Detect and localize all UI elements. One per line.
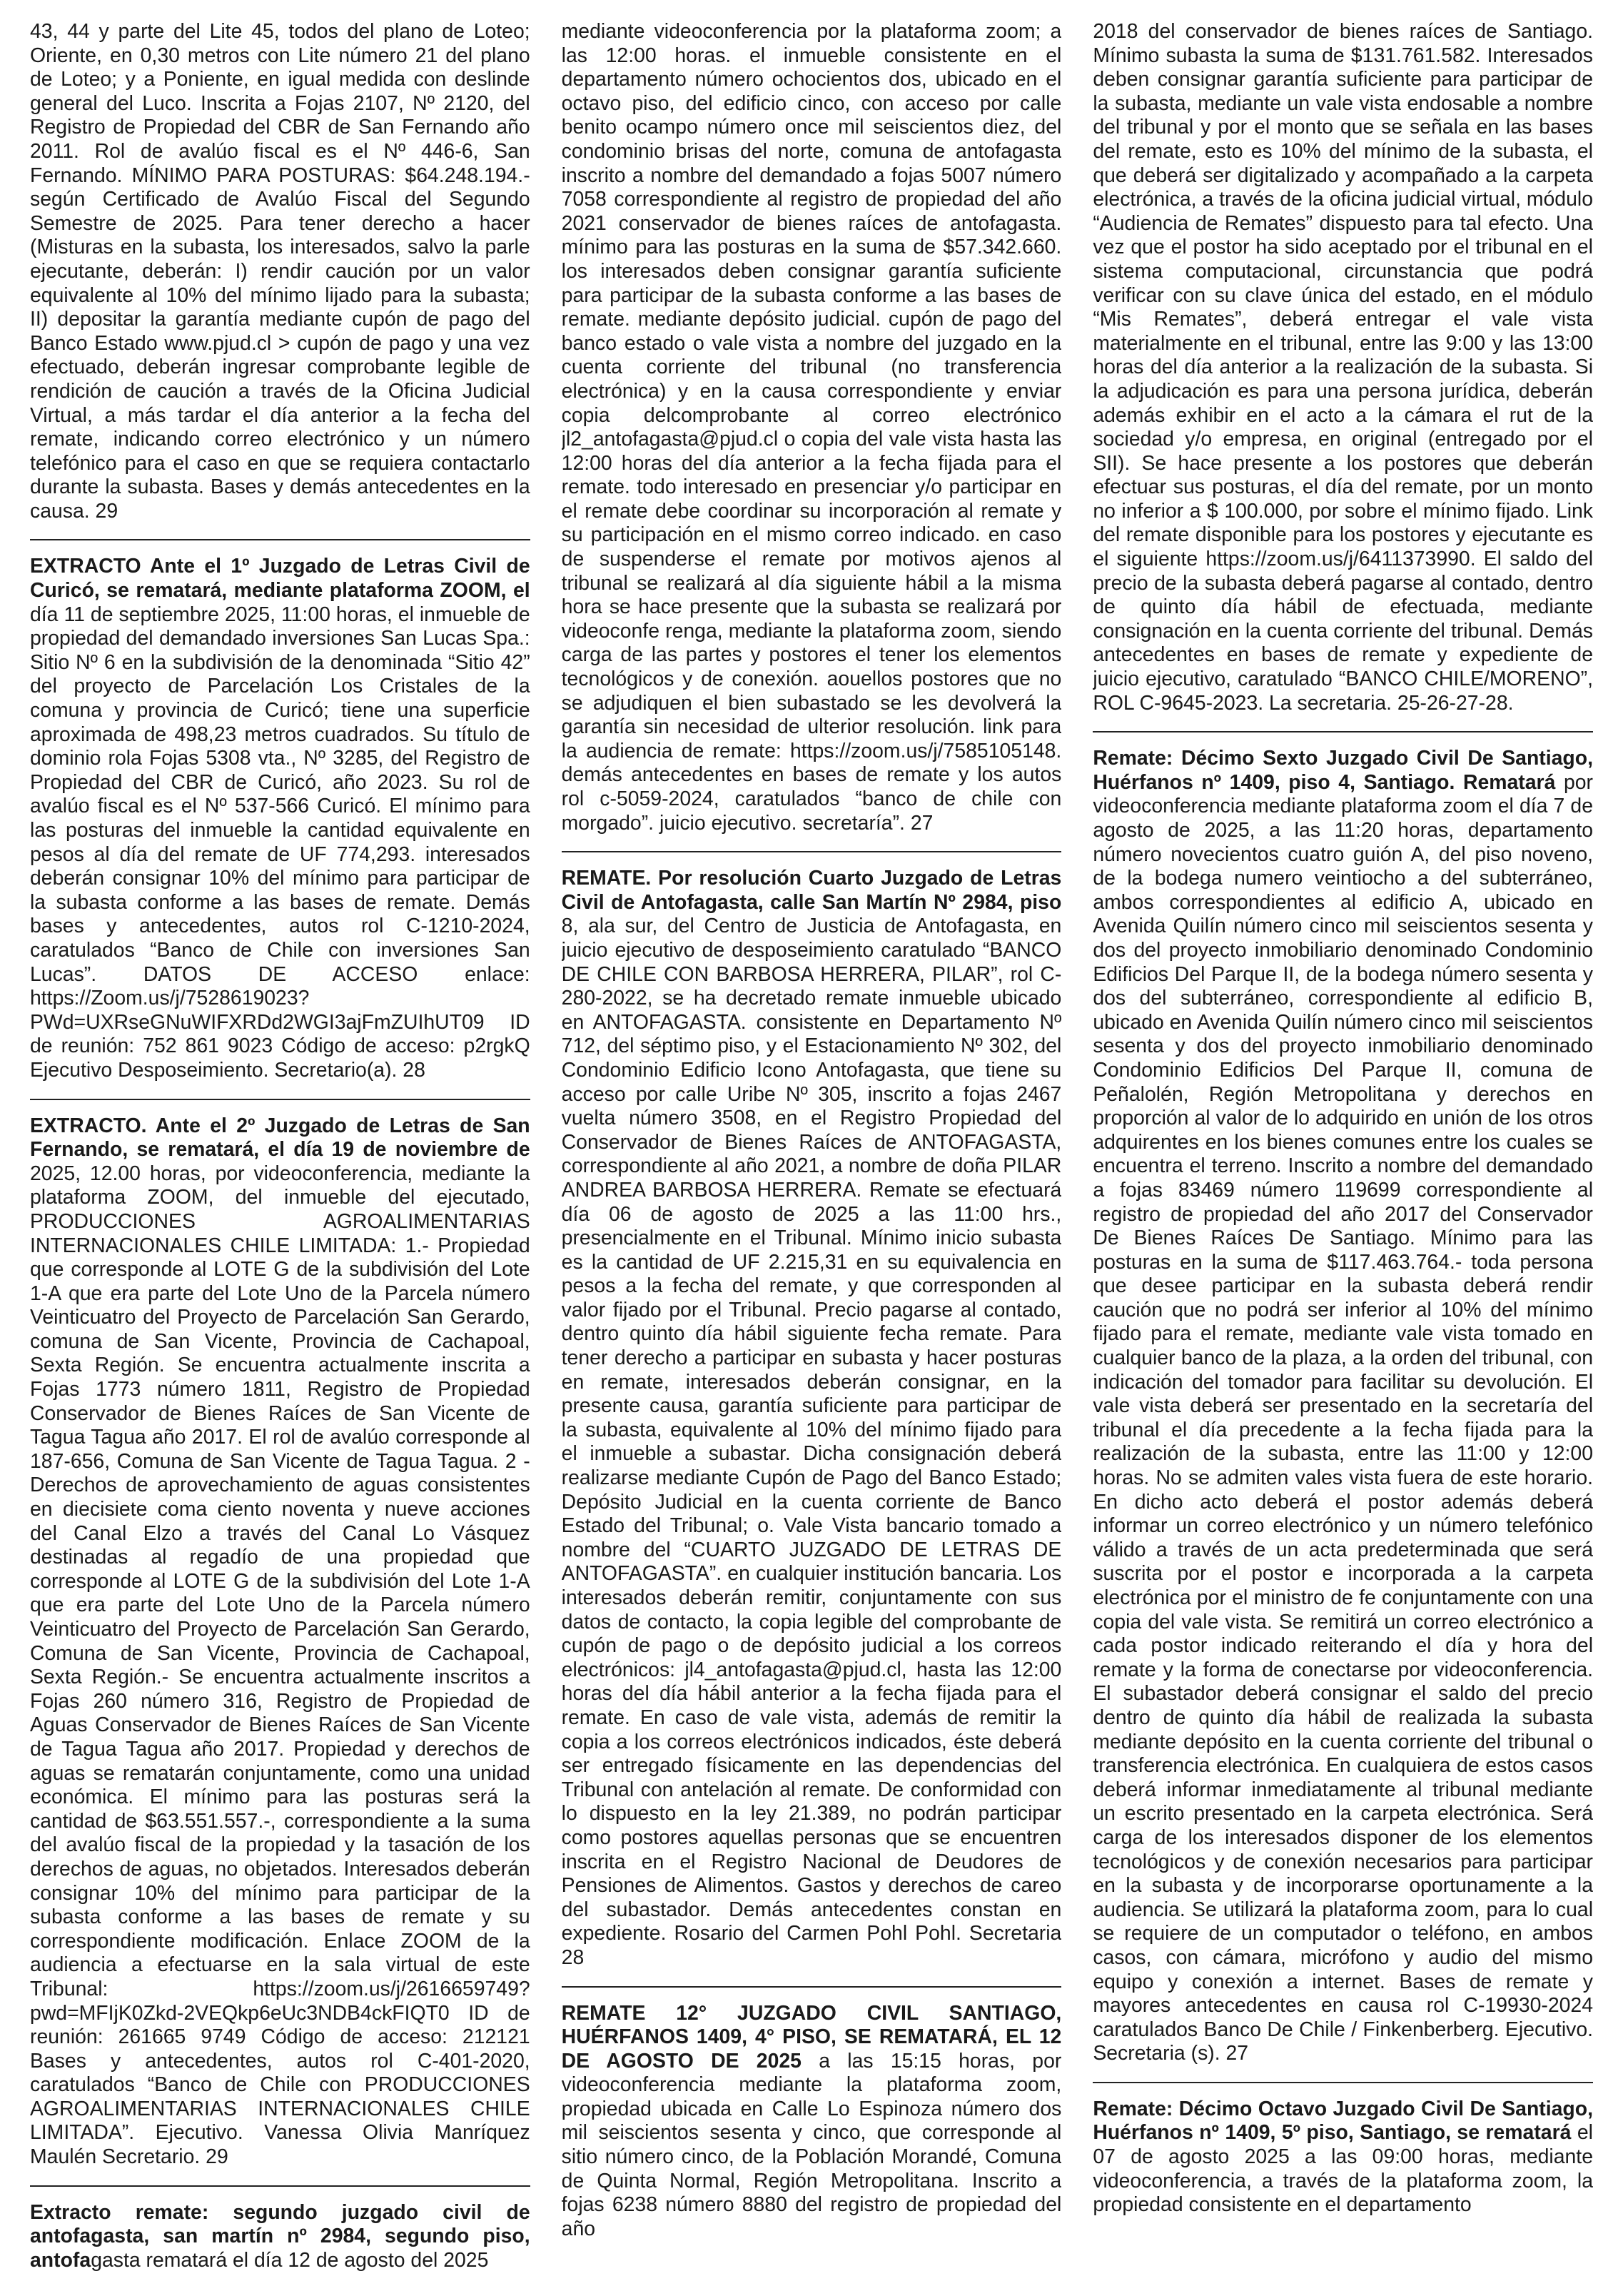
column-2: [562, 20, 1062, 2296]
legal-notice: [562, 1986, 1062, 2242]
legal-notice: [1093, 2082, 1593, 2217]
legal-notice: [562, 851, 1062, 1970]
notice-heading: Remate: Décimo Sexto Juzgado Civil De Santiago, Huérfanos nº 1409, piso 4, Santiago. Rematará: [1093, 747, 1593, 794]
notice-body: día 11 de septiembre 2025, 11:00 horas, el inmueble de propiedad del demandado inversiones San Lucas Spa.: Sitio Nº 6 en la subdivisión de la denominada “Sitio 42” del proyecto de Parcelación Los Cristales de la comuna y provincia de Curicó; tiene una superficie aproximada de 498,23 metros cuadrados. Su título de dominio rola Fojas 5308 vta., Nº 3285, del Registro de Propiedad del CBR de Curicó, año 2023. Su rol de avalúo fiscal es el Nº 537-566 Curicó. El mínimo para las posturas del inmueble la cantidad equivalente en pesos al día del remate de UF 774,293. interesados deberán consignar 10% del mínimo para participar de la subasta conforme a las bases de remate. Demás bases y antecedentes, autos rol C-1210-2024, caratulados “Banco de Chile con inversiones San Lucas”. DATOS DE ACCESO enlace: https://Zoom.us/j/7528619023?PWd=UXRseGNuWIFXRDd2WGI3ajFmZUIhUT09 ID de reunión: 752 861 9023 Código de acceso: p2rgkQ Ejecutivo Desposeimiento. Secretario(a). 28: [30, 603, 530, 1082]
notice-heading: REMATE 12° JUZGADO CIVIL SANTIAGO, HUÉRFANOS 1409, 4° PISO, SE REMATARÁ, EL 12 DE AGOSTO DE 2025: [561, 2001, 1062, 2073]
notice-heading: EXTRACTO. Ante el 2º Juzgado de Letras de San Fernando, se rematará, el día 19 de noviembre de: [30, 1114, 530, 1162]
notice-body: 43, 44 y parte del Lite 45, todos del plano de Loteo; Oriente, en 0,30 metros con Lite número 21 del plano de Loteo; y a Poniente, en igual medida con deslinde general del Luco. Inscrita a Fojas 2107, Nº 2120, del Registro de Propiedad del CBR de San Fernando año 2011. Rol de avalúo fiscal es el Nº 446-6, San Fernando. MÍNIMO PARA POSTURAS: $64.248.194.- según Certificado de Avalúo Fiscal del Segundo Semestre de 2025. Para tener derecho a hacer (Misturas en la subasta, los interesados, salvo la parle ejecutante, deberán: I) rendir caución por un valor equivalente al 10% del mínimo lijado para la subasta; II) depositar la garantía mediante cupón de pago del Banco Estado www.pjud.cl > cupón de pago y una vez efectuado, deberán ingresar comprobante legible de rendición de caución a través de la Oficina Judicial Virtual, a más tardar el día anterior a la fecha del remate, indicando correo electrónico y un número telefónico para el caso en que se requiera contactarlo durante la subasta. Bases y demás antecedentes en la causa. 29: [30, 20, 530, 523]
notice-heading: Remate: Décimo Octavo Juzgado Civil De Santiago, Huérfanos nº 1409, 5º piso, Santiago, se rematará: [1093, 2097, 1593, 2145]
notice-body: 2018 del conservador de bienes raíces de Santiago. Mínimo subasta la suma de $131.761.582. Interesados deben consignar garantía suficiente para participar de la subasta, mediante un vale vista endosable a nombre del tribunal y por el monto que se señala en las bases del remate, esto es 10% del mínimo de la subasta, el que deberá ser digitalizado y acompañado a la carpeta electrónica, a través de la oficina judicial virtual, módulo “Audiencia de Remates” dispuesto para tal efecto. Una vez que el postor ha sido aceptado por el tribunal en el sistema computacional, circunstancia que podrá verificar con su clave única del estado, en el módulo “Mis Remates”, deberá entregar el vale vista materialmente en el tribunal, entre las 9:00 y las 13:00 horas del día anterior a la realización de la subasta. Si la adjudicación es para una persona jurídica, deberán además exhibir en el acto a la cámara el rut de la sociedad y/o empresa, en original (entregado por el SII). Se hace presente a los postores que deberán efectuar sus posturas, el día del remate, por un monto no inferior a $ 100.000, por sobre el mínimo fijado. Link del remate disponible para los postores y ejecutante es el siguiente https://zoom.us/j/6411373990. El saldo del precio de la subasta deberá pagarse al contado, dentro de quinto día hábil de efectuada, mediante consignación en la cuenta corriente del tribunal. Demás antecedentes en bases de remate y expediente de juicio ejecutivo, caratulado “BANCO CHILE/MORENO”, ROL C-9645-2023. La secretaria. 25-26-27-28.: [1093, 20, 1593, 715]
legal-notice: [30, 20, 530, 523]
notice-body: 2025, 12.00 horas, por videoconferencia, mediante la plataforma ZOOM, del inmueble del ejecutado, PRODUCCIONES AGROALIMENTARIAS INTERNACIONALES CHILE LIMITADA: 1.- Propiedad que corresponde al LOTE G de la subdivisión del Lote 1-A que era parte del Lote Uno de la Parcela número Veinticuatro del Proyecto de Parcelación San Gerardo, comuna de San Vicente, Provincia de Cachapoal, Sexta Región. Se encuentra actualmente inscrita a Fojas 1773 número 1811, Registro de Propiedad Conservador de Bienes Raíces de San Vicente de Tagua Tagua año 2017. El rol de avalúo corresponde al 187-656, Comuna de San Vicente de Tagua Tagua. 2 - Derechos de aprovechamiento de aguas consistentes en diecisiete coma ciento noventa y nueve acciones del Canal Elzo a través del Canal Lo Vásquez destinadas al regadío de una propiedad que corresponde al LOTE G de la subdivisión del Lote 1-A que era parte del Lote Uno de la Parcela número Veinticuatro del Proyecto de Parcelación San Gerardo, Comuna de San Vicente, Provincia de Cachapoal, Sexta Región.- Se encuentra actualmente inscritos a Fojas 260 número 316, Registro de Propiedad de Aguas Conservador de Bienes Raíces de San Vicente de Tagua Tagua año 2017. Propiedad y derechos de aguas se rematarán conjuntamente, como una unidad económica. El mínimo para las posturas será la cantidad de $63.551.557.-, correspondiente a la suma del avalúo fiscal de la propiedad y la tasación de los derechos de aguas, no objetados. Interesados deberán consignar 10% del mínimo para participar de la subasta conforme a las bases de remate y su correspondiente modificación. Enlace ZOOM de la audiencia a efectuarse en la sala virtual de este Tribunal: https://zoom.us/j/2616659749?pwd=MFIjK0Zkd-2VEQkp6eUc3NDB4ckFIQT0 ID de reunión: 261665 9749 Código de acceso: 212121 Bases y antecedentes, autos rol C-401-2020, caratulados “Banco de Chile con PRODUCCIONES AGROALIMENTARIAS INTERNACIONALES CHILE LIMITADA”. Ejecutivo. Vanessa Olivia Manríquez Maulén Secretario. 29: [30, 1162, 530, 2169]
legal-notice: [30, 2185, 530, 2273]
column-1: [30, 20, 530, 2296]
legal-notice: [1093, 20, 1593, 715]
notice-body: el 07 de agosto 2025 a las 09:00 horas, mediante videoconferencia, a través de la plataforma zoom, la propiedad consistente en el departamento: [1093, 2121, 1593, 2217]
legal-notice: [30, 1099, 530, 2170]
notice-heading: EXTRACTO Ante el 1º Juzgado de Letras Civil de Curicó, se rematará, mediante plataforma ZOOM, el: [30, 555, 530, 603]
column-3: [1093, 20, 1593, 2296]
notice-body: a las 15:15 horas, por videoconferencia mediante la plataforma zoom, propiedad ubicada en Calle Lo Espinoza número dos mil seiscientos sesenta y cinco, que corresponde al sitio número cinco, de la Población Morandé, Comuna de Quinta Normal, Región Metropolitana. Inscrito a fojas 6238 número 8880 del registro de propiedad del año: [561, 2049, 1062, 2240]
legal-notice: [562, 20, 1062, 835]
notice-body: por videoconferencia mediante plataforma zoom el día 7 de agosto de 2025, a las 11:20 horas, departamento número novecientos cuatro guión A, del piso noveno, de la bodega numero veintiocho a del subterráneo, ambos correspondientes al edificio A, ubicado en Avenida Quilín número cinco mil seiscientos sesenta y dos del proyecto inmobiliario denominado Condominio Edificios Del Parque II, de la bodega número sesenta y dos del subterráneo, correspondiente al edificio B, ubicado en Avenida Quilín número cinco mil seiscientos sesenta y dos del proyecto inmobiliario denominado Condominio Edificios Del Parque II, comuna de Peñalolén, Región Metropolitana y derechos en proporción al valor de lo adquirido en unión de los otros adquirentes en los bienes comunes entre los cuales se encuentra el terreno. Inscrito a nombre del demandado a fojas 83469 número 119699 correspondiente al registro de propiedad del año 2017 del Conservador De Bienes Raíces De Santiago. Mínimo para las posturas en la suma de $117.463.764.- toda persona que desee participar en la subasta deberá rendir caución que no podrá ser inferior al 10% del mínimo fijado para el remate, mediante vale vista tomado en cualquier banco de la plaza, a la orden del tribunal, con indicación del tomador para facilitar su devolución. El vale vista deberá ser presentado en la secretaría del tribunal el día precedente a la fecha fijada para la realización de la subasta, entre las 11:00 y 12:00 horas. No se admiten vales vista fuera de este horario. En dicho acto deberá el postor además deberá informar un correo electrónico y un número telefónico válido a través de un acta predeterminada que será suscrita por el postor e incorporada a la carpeta electrónica por el ministro de fe conjuntamente con una copia del vale vista. Se remitirá un correo electrónico a cada postor indicado reiterando el día y hora del remate y la forma de conectarse por videoconferencia. El subastador deberá consignar el saldo del precio dentro de quinto día hábil de realizada la subasta mediante depósito en la cuenta corriente del tribunal o transferencia electrónica. En cualquiera de estos casos deberá informar inmediatamente al tribunal mediante un escrito presentado en la carpeta electrónica. Será carga de los interesados disponer de los elementos tecnológicos y de conexión necesarios para participar en la subasta y de incorporarse oportunamente a la audiencia. Se utilizará la plataforma zoom, para lo cual se requiere de un computador o teléfono, en ambos casos, con cámara, micrófono y audio del mismo equipo y conexión a internet. Bases de remate y mayores antecedentes en causa rol C-19930-2024 caratulados Banco De Chile / Finkenberberg. Ejecutivo. Secretaria (s). 27: [1093, 770, 1593, 2065]
notice-heading: REMATE. Por resolución Cuarto Juzgado de Letras Civil de Antofagasta, calle San Martín Nº 2984, piso: [561, 867, 1062, 914]
notice-heading: Extracto remate: segundo juzgado civil de antofagasta, san martín nº 2984, segundo piso, antofa: [30, 2200, 530, 2272]
notice-body: gasta rematará el día 12 de agosto del 2025: [91, 2248, 489, 2272]
legal-notice: [30, 539, 530, 1082]
notice-body: 8, ala sur, del Centro de Justicia de Antofagasta, en juicio ejecutivo de desposeimiento caratulado “BANCO DE CHILE CON BARBOSA HERRERA, PILAR”, rol C-280-2022, se ha decretado remate inmueble ubicado en ANTOFAGASTA. consistente en Departamento Nº 712, del séptimo piso, y el Estacionamiento Nº 302, del Condominio Edificio Icono Antofagasta, que tiene su acceso por calle Uribe Nº 305, inscrito a fojas 2467 vuelta número 3508, en el Registro Propiedad del Conservador de Bienes Raíces de ANTOFAGASTA, correspondiente al año 2021, a nombre de doña PILAR ANDREA BARBOSA HERRERA. Remate se efectuará día 06 de agosto de 2025 a las 11:00 hrs., presencialmente en el Tribunal. Mínimo inicio subasta es la cantidad de UF 2.215,31 en su equivalencia en pesos a la fecha del remate, y que corresponden al valor fijado por el Tribunal. Precio pagarse al contado, dentro quinto día hábil siguiente fecha remate. Para tener derecho a participar en subasta y hacer posturas en remate, interesados deberán consignar, en la presente causa, garantía suficiente para participar de la subasta, equivalente al 10% del mínimo fijado para el inmueble a subastar. Dicha consignación deberá realizarse mediante Cupón de Pago del Banco Estado; Depósito Judicial en la cuenta corriente de Banco Estado del Tribunal; o. Vale Vista bancario tomado a nombre del “CUARTO JUZGADO DE LETRAS DE ANTOFAGASTA”. en cualquier institución bancaria. Los interesados deberán remitir, conjuntamente con sus datos de contacto, la copia legible del comprobante de cupón de pago o de depósito judicial a los correos electrónicos: jl4_antofagasta@pjud.cl, hasta las 12:00 horas del día hábil anterior a la fecha fijada para el remate. En caso de vale vista, además de remitir la copia a los correos electrónicos indicados, éste deberá ser entregado físicamente en las dependencias del Tribunal con antelación al remate. De conformidad con lo dispuesto en la ley 21.389, no podrán participar como postores aquellas personas que se encuentren inscrita en el Registro Nacional de Deudores de Pensiones de Alimentos. Gastos y derechos de careo del subastador. Demás antecedentes constan en expediente. Rosario del Carmen Pohl Pohl. Secretaria 28: [561, 915, 1062, 1969]
notice-body: mediante videoconferencia por la plataforma zoom; a las 12:00 horas. el inmueble consistente en el departamento número ochocientos dos, ubicado en el octavo piso, del edificio cinco, con acceso por calle benito ocampo número once mil seiscientos diez, del condominio brisas del norte, comuna de antofagasta inscrito a nombre del demandado a fojas 5007 número 7058 correspondiente al registro de propiedad del año 2021 conservador de bienes raíces de antofagasta. mínimo para las posturas en la suma de $57.342.660. los interesados deben consignar garantía suficiente para participar de la subasta conforme a las bases de remate. mediante depósito judicial. cupón de pago del banco estado o vale vista a nombre del juzgado en la cuenta corriente del tribunal (no transferencia electrónica) y en la causa correspondiente y enviar copia delcomprobante al correo electrónico jl2_antofagasta@pjud.cl o copia del vale vista hasta las 12:00 horas del día anterior a la fecha fijada para el remate. todo interesado en presenciar y/o participar en el remate debe coordinar su incorporación al remate y su participación en el mismo correo indicado. en caso de suspenderse el remate por motivos ajenos al tribunal se realizará al día siguiente hábil a la misma hora se hace presente que la subasta se realizará por videoconfe renga, mediante la plataforma zoom, siendo carga de las partes y postores el tener los elementos tecnológicos y de conexión. aouellos postores que no se adjudiquen el bien subastado se les devolverá la garantía sin necesidad de ulterior resolución. link para la audiencia de remate: https://zoom.us/j/7585105148. demás antecedentes en bases de remate y los autos rol c-5059-2024, caratulados “banco de chile con morgado”. juicio ejecutivo. secretaría”. 27: [561, 20, 1062, 835]
legal-notice: [1093, 731, 1593, 2066]
